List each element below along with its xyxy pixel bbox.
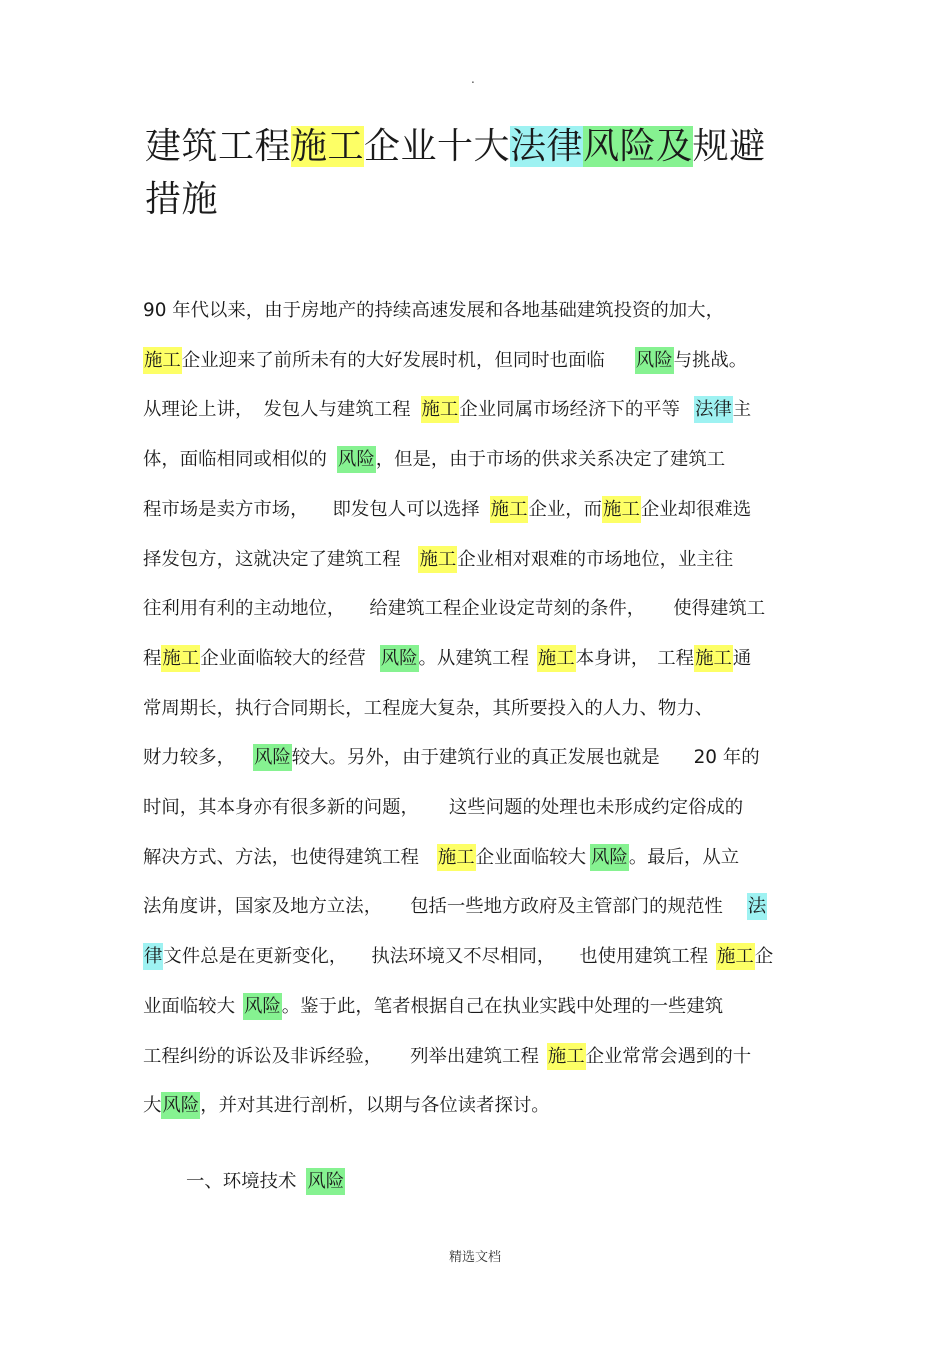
text-run: 企	[754, 946, 774, 967]
paragraph-line	[143, 395, 751, 425]
text-run: 择发包方，这就决定了建筑工程	[143, 549, 401, 570]
text-run: 这些问题的处理也未形成约定俗成的	[448, 797, 744, 818]
paragraph-line	[143, 1042, 751, 1072]
title-highlight: 施工	[291, 126, 365, 167]
paragraph-line	[143, 346, 747, 376]
highlighted-term: 风险	[306, 1168, 345, 1195]
title-line-1	[145, 120, 825, 173]
paragraph-line	[143, 594, 765, 624]
text-run: 常周期长，执行合同期长，工程庞大复杂，其所要投入的人力、物力、	[143, 698, 714, 719]
highlighted-term: 施工	[143, 347, 182, 374]
document-title	[145, 120, 825, 226]
highlighted-term: 律	[143, 943, 163, 970]
highlighted-term: 施工	[602, 496, 641, 523]
highlighted-term: 风险	[253, 744, 292, 771]
highlighted-term: 风险	[243, 993, 282, 1020]
paragraph-line	[143, 296, 724, 326]
highlighted-term: 施工	[537, 645, 576, 672]
text-run: 程	[143, 648, 162, 669]
paragraph-line	[143, 843, 739, 873]
highlighted-term: 风险	[590, 844, 629, 871]
text-run: 。最后，从立	[628, 847, 740, 868]
text-run: 大	[143, 1095, 162, 1116]
highlighted-term: 法律	[694, 396, 733, 423]
text-run: 较大。另外，由于建筑行业的真正发展也就是	[291, 747, 660, 768]
text-run: 体，面临相同或相似的	[143, 449, 327, 470]
text-run: 法角度讲，国家及地方立法，	[143, 896, 383, 917]
text-run: 。从建筑工程	[418, 648, 529, 669]
text-run: 20 年的	[693, 747, 760, 768]
header-mark: .	[471, 72, 475, 86]
text-run: 也使用建筑工程	[579, 946, 708, 967]
paragraph-line	[143, 992, 723, 1022]
title-text: 规避	[692, 126, 766, 167]
text-run: 使得建筑工	[673, 598, 766, 619]
page-footer: 精选文档	[448, 1250, 501, 1265]
highlighted-term: 风险	[380, 645, 419, 672]
text-run: 企业迎来了前所未有的大好发展时机，但同时也面临	[181, 350, 605, 371]
title-highlight: 及	[656, 126, 693, 167]
text-run: 企业同属市场经济下的平等	[459, 399, 680, 420]
text-run: 企业面临较大的经营	[200, 648, 366, 669]
text-run: 程市场是卖方市场，	[143, 499, 309, 520]
text-run: ，但是，由于市场的供求关系决定了建筑工	[375, 449, 726, 470]
title-highlight: 法律	[510, 126, 584, 167]
title-text: 建筑工程	[145, 126, 292, 167]
highlighted-term: 风险	[337, 446, 376, 473]
text-run: 业面临较大	[143, 996, 235, 1017]
highlighted-term: 施工	[716, 943, 755, 970]
text-run: 发包人与建筑工程	[263, 399, 411, 420]
text-run: 企业，而	[528, 499, 603, 520]
text-run: 企业相对艰难的市场地位，业主往	[457, 549, 734, 570]
title-line-2: 措施	[145, 179, 219, 220]
highlighted-term: 施工	[161, 645, 200, 672]
title-highlight: 风险	[583, 126, 657, 167]
highlighted-term: 施工	[418, 546, 457, 573]
text-run: 与挑战。	[673, 350, 748, 371]
text-run: 企业常常会遇到的十	[585, 1046, 752, 1067]
text-run: 执法环境又不尽相同，	[371, 946, 556, 967]
paragraph-line	[143, 495, 751, 525]
text-run: 主	[732, 399, 752, 420]
text-run: ，并对其进行剖析，以期与各位读者探讨。	[200, 1095, 550, 1116]
highlighted-term: 施工	[547, 1043, 586, 1070]
text-run: 往利用有利的主动地位，	[143, 598, 346, 619]
section-heading	[186, 1167, 345, 1197]
text-run: 包括一些地方政府及主管部门的规范性	[410, 896, 723, 917]
paragraph-line	[143, 892, 767, 922]
paragraph-line	[143, 793, 743, 823]
paragraph-line	[143, 545, 733, 575]
text-run: 文件总是在更新变化，	[163, 946, 348, 967]
text-run: 一、环境技术	[186, 1171, 297, 1192]
paragraph-line	[143, 942, 773, 972]
highlighted-term: 施工	[421, 396, 460, 423]
title-text: 企业十大	[364, 126, 511, 167]
text-run: 企业面临较大	[475, 847, 587, 868]
text-run: 90 年代以来，由于房地产的持续高速发展和各地基础建筑投资的加大，	[143, 300, 724, 321]
text-run: 时间，其本身亦有很多新的问题，	[143, 797, 419, 818]
highlighted-term: 施工	[694, 645, 733, 672]
text-run: 即发包人可以选择	[332, 499, 480, 520]
text-run: 列举出建筑工程	[410, 1046, 539, 1067]
text-run: 财力较多，	[143, 747, 235, 768]
highlighted-term: 风险	[635, 347, 674, 374]
highlighted-term: 风险	[161, 1092, 200, 1119]
text-run: 从理论上讲，	[143, 399, 254, 420]
highlighted-term: 法	[747, 893, 767, 920]
text-run: 工程纠纷的诉讼及非诉经验，	[143, 1046, 383, 1067]
text-run: 企业却很难选	[640, 499, 752, 520]
highlighted-term: 施工	[490, 496, 529, 523]
paragraph-line	[143, 445, 725, 475]
highlighted-term: 施工	[437, 844, 476, 871]
paragraph-line	[143, 694, 713, 724]
paragraph-line	[143, 1091, 550, 1121]
text-run: 解决方式、方法，也使得建筑工程	[143, 847, 419, 868]
text-run: 给建筑工程企业设定苛刻的条件，	[369, 598, 646, 619]
paragraph-line	[143, 743, 760, 773]
paragraph-line	[143, 644, 751, 674]
text-run: 通	[732, 648, 752, 669]
text-run: 工程	[657, 648, 695, 669]
text-run: 本身讲，	[575, 648, 650, 669]
text-run: 。鉴于此，笔者根据自己在执业实践中处理的一些建筑	[281, 996, 724, 1017]
